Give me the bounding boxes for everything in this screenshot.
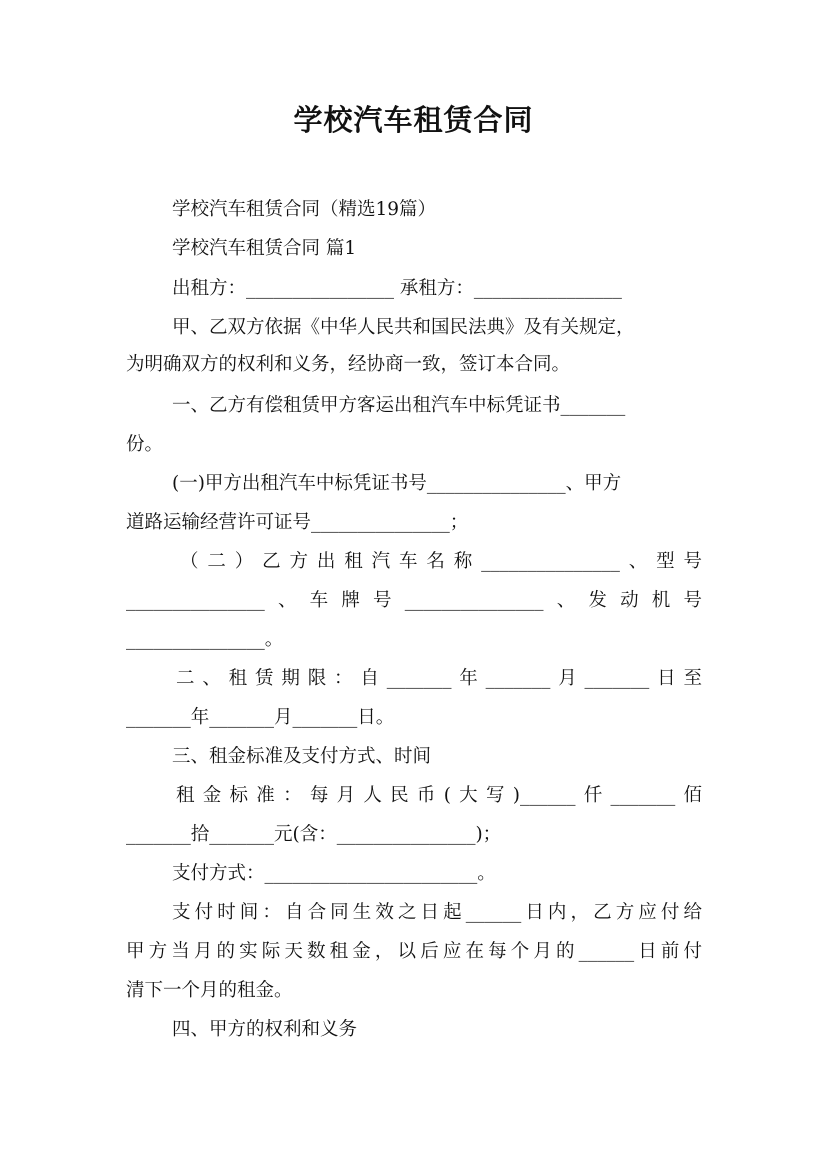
clause-line: 二、租赁期限：自_______年_______月_______日至	[176, 668, 702, 689]
clause-line: _______________。	[126, 629, 284, 650]
clause-line: 甲方当月的实际天数租金，以后应在每个月的______日前付	[126, 941, 702, 962]
clause-line: 三、租金标准及支付方式、时间	[172, 746, 432, 767]
clause-line: (一)甲方出租汽车中标凭证书号_______________、甲方	[172, 473, 622, 494]
clause-line: （二）乙方出租汽车名称_______________、型号	[180, 551, 702, 572]
section-heading: 学校汽车租赁合同 篇1	[172, 238, 357, 259]
clause-line: 道路运输经营许可证号_______________；	[126, 512, 469, 533]
subtitle-line: 学校汽车租赁合同（精选19篇）	[172, 199, 437, 220]
section-heading: 四、甲方的权利和义务	[172, 1019, 358, 1040]
clause-line: 租金标准：每月人民币(大写)______仟_______佰	[176, 785, 702, 806]
clause-line: 支付方式：_______________________。	[172, 863, 496, 884]
clause-line: 一、乙方有偿租赁甲方客运出租汽车中标凭证书_______	[172, 395, 626, 416]
paragraph-line: 甲、乙双方依据《中华人民共和国民法典》及有关规定，	[172, 317, 635, 338]
clause-line: _______年_______月_______日。	[126, 707, 395, 728]
clause-line: _______________、车牌号_______________、发动机号	[126, 590, 702, 611]
clause-line: 份。	[126, 434, 164, 455]
clause-line: 支付时间：自合同生效之日起______日内，乙方应付给	[172, 902, 702, 923]
document-title: 学校汽车租赁合同	[293, 103, 534, 137]
clause-line: _______拾_______元(含：_______________)；	[126, 824, 502, 845]
paragraph-line: 为明确双方的权利和义务，经协商一致，签订本合同。	[126, 354, 571, 375]
clause-line: 清下一个月的租金。	[126, 980, 293, 1001]
parties-line: 出租方：________________ 承租方：________________	[172, 278, 622, 299]
